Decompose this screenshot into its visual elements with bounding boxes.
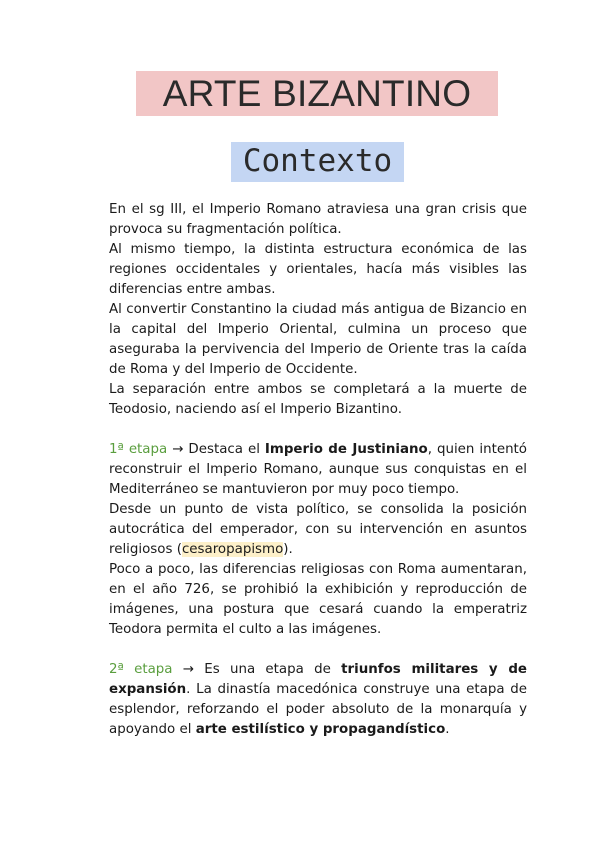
page-title: ARTE BIZANTINO: [162, 73, 472, 114]
etapa2-text-1: Es una etapa de: [204, 662, 342, 677]
etapa1-paragraph-3: Poco a poco, las diferencias religiosas con Roma aumentaran, en el año 726, se prohibió la exhibición y reproducción de imágenes, una postura que cesará cuando la emperatriz Teodora permita el culto a las imágenes.: [109, 562, 527, 637]
etapa1-p2b: ).: [283, 542, 293, 557]
etapa2-bold-2: arte estilístico y propagandístico: [195, 722, 446, 737]
section-title: Contexto: [242, 143, 393, 179]
spacer: [109, 640, 527, 660]
etapa2-bold-1: triunfos militares y de expansión: [109, 662, 528, 697]
arrow: →: [167, 442, 189, 457]
etapa1-p2a: Desde un punto de vista político, se consolida la posición autocrática del emperador, con su intervención en asuntos religiosos (: [109, 502, 527, 557]
etapa1-paragraph: [109, 440, 527, 500]
subtitle-banner: [231, 142, 404, 182]
intro-paragraph-3: Al convertir Constantino la ciudad más antigua de Bizancio en la capital del Imperio Oriental, culmina un proceso que aseguraba la pervivencia del Imperio de Oriente tras la caída de Roma y del Imperio de Occidente.: [109, 302, 527, 377]
intro-paragraph-4: La separación entre ambos se completará a la muerte de Teodosio, naciendo así el Imperio Bizantino.: [109, 382, 527, 417]
document-body: [109, 200, 527, 740]
etapa1-text-1: Destaca el: [188, 442, 265, 457]
etapa1-label: 1ª etapa: [109, 442, 168, 457]
etapa2-label: 2ª etapa: [109, 662, 173, 677]
etapa1-text-2: , quien intentó reconstruir el Imperio Romano, aunque sus conquistas en el Mediterráneo se mantuvieron por muy poco tiempo.: [109, 442, 528, 497]
highlighted-term: cesaropapismo: [181, 542, 284, 557]
intro-paragraph-2: Al mismo tiempo, la distinta estructura económica de las regiones occidentales y orientales, hacía más visibles las diferencias entre ambas.: [109, 242, 527, 297]
etapa1-bold: Imperio de Justiniano: [264, 442, 428, 457]
spacer: [109, 420, 527, 440]
etapa2-text-2: . La dinastía macedónica construye una etapa de esplendor, reforzando el poder absoluto de la monarquía y apoyando el: [109, 682, 527, 737]
etapa1-paragraph-2: [109, 500, 527, 560]
intro-paragraph-1: En el sg III, el Imperio Romano atraviesa una gran crisis que provoca su fragmentación política.: [109, 202, 527, 237]
etapa2-paragraph: [109, 660, 527, 740]
title-banner: [136, 71, 498, 116]
arrow: →: [172, 662, 205, 677]
etapa2-text-3: .: [445, 722, 450, 737]
